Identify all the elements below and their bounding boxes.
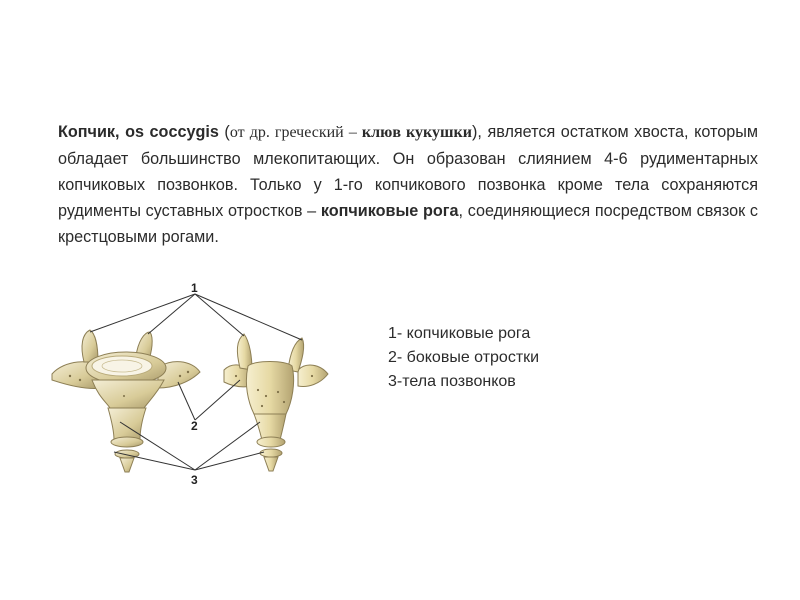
legend-item-horns: 1- копчиковые рога [388,325,531,342]
legend-item-vertebral-bodies: 3-тела позвонков [388,373,516,390]
coccyx-left-view [52,330,200,472]
coccyx-illustration [40,272,340,492]
callout-3: 3 [191,473,198,487]
coccyx-right-view [224,334,328,471]
intro-text-before-horns: является остатком хвоста, которым обладает большинство млекопитающих. Он образован слиянием 4-6 рудиментарных копчиковых позвонков. Только у 1-го копчикового позвонка кроме тела сохраняются рудименты суставных отростков – [58,123,759,221]
legend-item-lateral-processes: 2- боковые отростки [388,349,540,366]
callout-1: 1 [191,281,198,295]
intro-paren-close: ), [471,123,488,142]
callout-2: 2 [191,419,198,433]
intro-etymology-term: клюв кукушки [361,124,472,142]
intro-etymology-prefix: от др. греческий – [229,124,362,142]
intro-paragraph [58,119,758,250]
intro-term: Копчик, os coccygis [58,123,219,142]
legend [388,322,539,394]
intro-text-after-horns: , соединяющиеся посредством связок с крестцовыми рогами. [58,202,758,247]
intro-horns-term: копчиковые рога [320,202,459,221]
intro-paren-open: ( [218,123,230,142]
